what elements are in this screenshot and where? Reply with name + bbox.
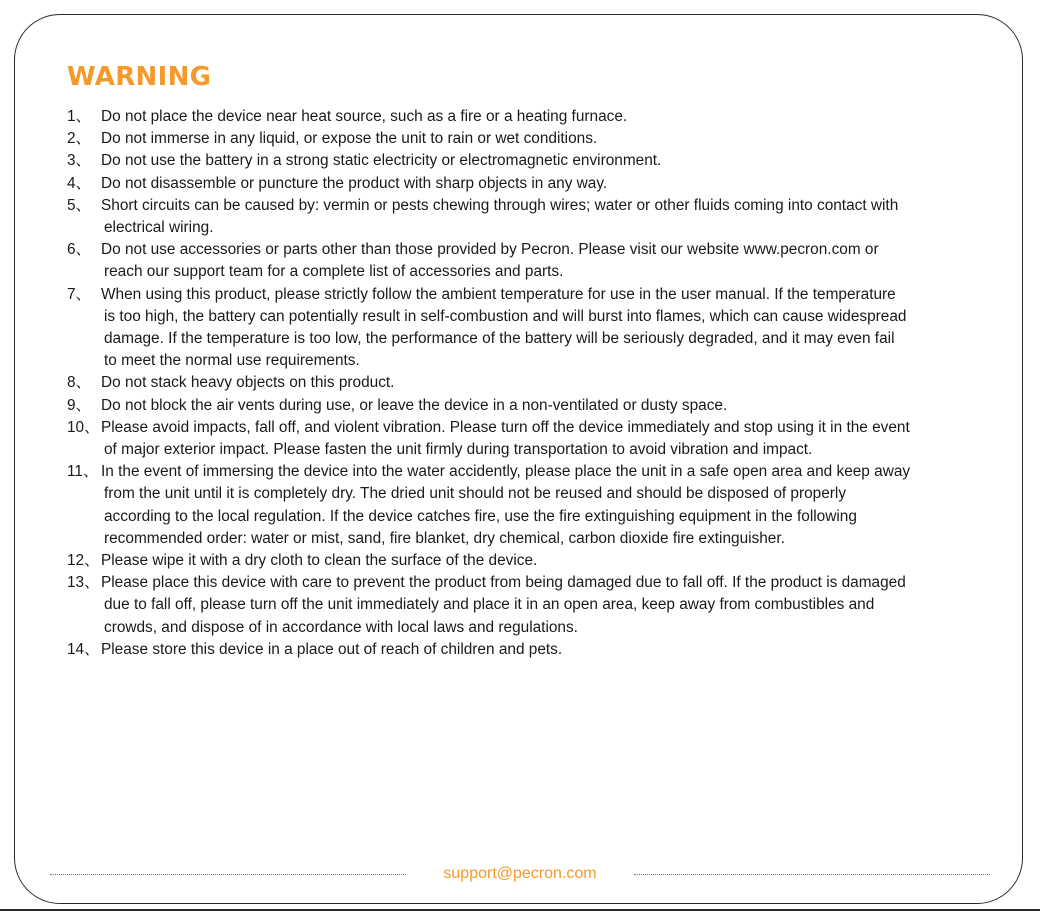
warning-item-line: Short circuits can be caused by: vermin or pests chewing through wires; water or other fluids coming into contact with bbox=[101, 196, 899, 214]
warning-item-line: Do not immerse in any liquid, or expose the unit to rain or wet conditions. bbox=[101, 130, 598, 148]
warning-item-text bbox=[101, 372, 1002, 394]
footer-dotted-rule-left bbox=[50, 874, 406, 875]
warning-item-text bbox=[101, 173, 1002, 195]
footer-dotted-rule-right bbox=[634, 874, 990, 875]
warning-item-text bbox=[101, 106, 1002, 128]
warning-item-number: 1、 bbox=[67, 108, 91, 125]
warning-item-line: reach our support team for a complete list of accessories and parts. bbox=[104, 263, 564, 281]
warning-item-number: 11、 bbox=[67, 463, 99, 481]
warning-list bbox=[67, 106, 1002, 661]
warning-item-number: 10、 bbox=[67, 418, 100, 436]
warning-item-line: Please store this device in a place out of reach of children and pets. bbox=[101, 640, 563, 658]
warning-item bbox=[67, 461, 1002, 550]
warning-item-number: 2、 bbox=[67, 130, 91, 148]
support-email: support@pecron.com bbox=[443, 865, 597, 882]
warning-item bbox=[67, 106, 1002, 128]
warning-item-line: according to the local regulation. If the device catches fire, use the fire extinguishing equipment in the following bbox=[104, 507, 857, 525]
warning-item-text bbox=[101, 239, 1002, 283]
warning-item bbox=[67, 372, 1002, 394]
warning-item-number: 4、 bbox=[67, 174, 91, 192]
warning-item bbox=[67, 639, 1002, 661]
warning-item-line: In the event of immersing the device into the water accidently, please place the unit in a safe open area and keep away bbox=[101, 463, 911, 481]
warning-item-text bbox=[101, 128, 1002, 150]
warning-item bbox=[67, 239, 1002, 283]
warning-item-line: Please avoid impacts, fall off, and violent vibration. Please turn off the device immediately and stop using it in the event bbox=[101, 418, 910, 436]
warning-item-text bbox=[101, 284, 1002, 373]
warning-item-line: When using this product, please strictly follow the ambient temperature for use in the user manual. If the temperature bbox=[101, 285, 896, 303]
warning-item-number: 7、 bbox=[67, 285, 91, 303]
warning-item-number: 8、 bbox=[67, 374, 91, 392]
warning-item-number: 9、 bbox=[67, 396, 91, 414]
warning-item-line: of major exterior impact. Please fasten the unit firmly during transportation to avoid vibration and impact. bbox=[104, 441, 813, 459]
warning-item-line: due to fall off, please turn off the unit immediately and place it in an open area, keep away from combustibles and bbox=[104, 596, 875, 614]
warning-item-line: damage. If the temperature is too low, the performance of the battery will be seriously degraded, and it may even fail bbox=[104, 330, 895, 348]
warning-item bbox=[67, 128, 1002, 150]
warning-item-number: 13、 bbox=[67, 574, 100, 592]
warning-item-line: Do not block the air vents during use, or leave the device in a non-ventilated or dusty space. bbox=[101, 396, 728, 414]
warning-item bbox=[67, 195, 1002, 239]
bottom-rule bbox=[0, 909, 1040, 911]
warning-item-text bbox=[101, 150, 1002, 172]
warning-item-number: 3、 bbox=[67, 152, 91, 170]
warning-item-number: 12、 bbox=[67, 552, 100, 570]
warning-item-text bbox=[101, 417, 1002, 461]
warning-item-text bbox=[101, 461, 1002, 550]
warning-item-line: Please place this device with care to prevent the product from being damaged due to fall off. If the product is damaged bbox=[101, 574, 906, 592]
warning-item bbox=[67, 150, 1002, 172]
warning-item-line: Do not disassemble or puncture the product with sharp objects in any way. bbox=[101, 174, 608, 192]
warning-item-number: 6、 bbox=[67, 241, 91, 259]
warning-item-text bbox=[101, 195, 1002, 239]
warning-item bbox=[67, 173, 1002, 195]
warning-item-number: 14、 bbox=[67, 640, 100, 658]
warning-item bbox=[67, 417, 1002, 461]
warning-item-line: recommended order: water or mist, sand, fire blanket, dry chemical, carbon dioxide fire extinguisher. bbox=[104, 529, 785, 547]
footer bbox=[50, 862, 990, 886]
warning-item-line: Please wipe it with a dry cloth to clean the surface of the device. bbox=[101, 552, 538, 570]
warning-title: WARNING bbox=[67, 62, 212, 92]
warning-item-text bbox=[101, 572, 1002, 639]
warning-item-line: from the unit until it is completely dry. The dried unit should not be reused and should be disposed of properly bbox=[104, 485, 847, 503]
warning-item bbox=[67, 550, 1002, 572]
warning-item-line: Do not stack heavy objects on this product. bbox=[101, 374, 395, 392]
warning-item-line: Do not place the device near heat source, such as a fire or a heating furnace. bbox=[101, 108, 628, 125]
warning-item-line: crowds, and dispose of in accordance with local laws and regulations. bbox=[104, 618, 578, 636]
warning-item-line: Do not use accessories or parts other than those provided by Pecron. Please visit our website www.pecron.com or bbox=[101, 241, 879, 259]
warning-item bbox=[67, 572, 1002, 639]
warning-item-text bbox=[101, 550, 1002, 572]
warning-item-text bbox=[101, 639, 1002, 661]
warning-item-line: to meet the normal use requirements. bbox=[104, 352, 360, 370]
warning-item-line: electrical wiring. bbox=[104, 219, 214, 237]
warning-item bbox=[67, 284, 1002, 373]
warning-item-number: 5、 bbox=[67, 196, 91, 214]
warning-item bbox=[67, 395, 1002, 417]
warning-item-line: is too high, the battery can potentially result in self-combustion and will burst into flames, which can cause widespread bbox=[104, 307, 907, 325]
warning-item-text bbox=[101, 395, 1002, 417]
warning-item-line: Do not use the battery in a strong static electricity or electromagnetic environment. bbox=[101, 152, 662, 170]
